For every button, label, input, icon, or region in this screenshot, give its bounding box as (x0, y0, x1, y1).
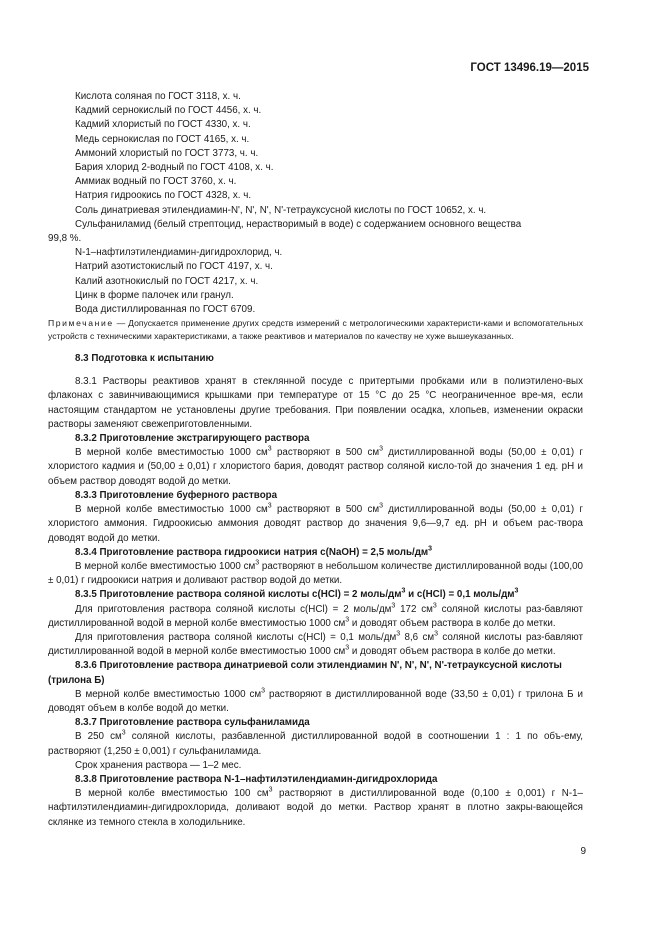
note-label: Примечание (48, 318, 114, 329)
subheading-8-3-8: 8.3.8 Приготовление раствора N-1–нафтилэтилендиамин-дигидрохлорида (75, 773, 438, 785)
paragraph-8-3-3: В мерной колбе вместимостью 1000 $см^3$ растворяют в 500 $см^3$ дистиллированной воды (50,00 ± 0,01) г хлористого аммония. Гидроокисью аммония доводят раствор до значения 9,6—9,7 ед. рН и объем рас-твора доводят водой до метки. (48, 502, 583, 544)
reagent-list (48, 90, 583, 317)
reagent-item: Натрий азотистокислый по ГОСТ 4197, х. ч. (75, 261, 273, 273)
paragraph-8-3-7: В 250 $см^3$ соляной кислоты, разбавленной дистиллированной водой в соотношении 1 : 1 по объ-ему, растворяют (1,250 ± 0,001) г сульфаниламида. (48, 730, 583, 757)
reagent-item: Вода дистиллированная по ГОСТ 6709. (75, 304, 256, 316)
reagent-item: Кислота соляная по ГОСТ 3118, х. ч. (75, 91, 241, 102)
reagent-item: Натрия гидроокись по ГОСТ 4328, х. ч. (75, 190, 252, 202)
reagent-item: Кадмий сернокислый по ГОСТ 4456, х. ч. (75, 105, 262, 117)
subheading-8-3-5: 8.3.5 Приготовление раствора соляной кислоты c(HCl) = 2 моль/$дм^3$ и c(HCl) = 0,1 моль/$дм^3$ (75, 588, 519, 601)
paragraph-8-3-1: 8.3.1 Растворы реактивов хранят в стеклянной посуде с притертыми пробками или в полиэтилено-вых флаконах с завинчивающимися крышками при температуре от 15 °С до 25 °С неограниченное вре-мя, если настоящим стандартом не установлены другие требования. При появлении осадка, хлопьев, изменении окраски растворы заменяют свежеприготовленными. (48, 376, 583, 430)
subheading-8-3-7: 8.3.7 Приготовление раствора сульфаниламида (75, 717, 310, 729)
paragraph-8-3-7-storage: Срок хранения раствора — 1–2 мес. (75, 759, 242, 771)
paragraph-8-3-5-a: Для приготовления раствора соляной кислоты c(HCl) = 2 моль/$дм^3$ 172 $см^3$ соляной кислоты раз-бавляют дистиллированной водой в мерной колбе вместимостью 1000 $см^3$ и доводят объем раствора в колбе до метки. (48, 602, 583, 629)
paragraph-8-3-2: В мерной колбе вместимостью 1000 $см^3$ растворяют в 500 $см^3$ дистиллированной воды (50,00 ± 0,01) г хлористого кадмия и (50,00 ± 0,01) г хлористого бария, доводят раствор соляной кисло-той до значения 1 ед. рН и объем раствор доводят водой до метки. (48, 446, 583, 487)
note-paragraph (48, 317, 583, 342)
reagent-item-continuation: 99,8 %. (48, 233, 82, 245)
paragraph-8-3-5-b: Для приготовления раствора соляной кислоты c(HCl) = 0,1 моль/$дм^3$ 8,6 $см^3$ соляной кислоты раз-бавляют дистиллированной водой в мерной колбе вместимостью 1000 $см^3$ и доводят объем раствора в колбе до метки. (48, 630, 583, 658)
reagent-item: Соль динатриевая этилендиамин-N', N', N', N'-тетрауксусной кислоты по ГОСТ 10652, х. ч. (75, 204, 487, 216)
reagent-item: Медь сернокислая по ГОСТ 4165, х. ч. (75, 133, 250, 145)
subheading-8-3-3: 8.3.3 Приготовление буферного раствора (75, 489, 278, 501)
subheading-8-3-4: 8.3.4 Приготовление раствора гидроокиси натрия c(NaOH) = 2,5 моль/$дм^3$ (75, 545, 433, 558)
section-heading: 8.3 Подготовка к испытанию (75, 353, 214, 365)
page-number: 9 (580, 846, 586, 857)
paragraph-8-3-8: В мерной колбе вместимостью 100 $см^3$ растворяют в дистиллированной воде (0,100 ± 0,001) г N-1–нафтилэтилендиамин-дигидрохлорида, доливают водой до метки. Раствор хранят в плотно закры-вающейся склянке из темного стекла в холодильнике. (48, 786, 583, 828)
reagent-item: Цинк в форме палочек или гранул. (75, 289, 234, 301)
reagent-item: Аммиак водный по ГОСТ 3760, х. ч. (75, 176, 237, 188)
reagent-item: N-1–нафтилэтилендиамин-дигидрохлорид, ч. (75, 247, 283, 259)
page-content (48, 90, 583, 830)
subheading-8-3-2: 8.3.2 Приготовление экстрагирующего раствора (75, 433, 310, 445)
reagent-item: Калий азотнокислый по ГОСТ 4217, х. ч. (75, 275, 259, 287)
reagent-item: Сульфаниламид (белый стрептоцид, нерастворимый в воде) с содержанием основного вещества (75, 218, 522, 230)
standard-code-header: ГОСТ 13496.19—2015 (470, 62, 589, 74)
paragraph-8-3-6: В мерной колбе вместимостью 1000 $см^3$ растворяют в дистиллированной воде (33,50 ± 0,01) г трилона Б и доводят объем в колбе водой до метки. (48, 687, 583, 714)
reagent-item: Аммоний хлористый по ГОСТ 3773, ч. ч. (75, 147, 259, 159)
note-text: — Допускается применение других средств измерений с метрологическими характеристи-ками и вспомогательных устройств с техническими характеристиками, а также реактивов и материалов по качеству не хуже вышеуказанных. (48, 318, 583, 341)
reagent-item: Кадмий хлористый по ГОСТ 4330, х. ч. (75, 119, 251, 131)
paragraph-8-3-4: В мерной колбе вместимостью 1000 $см^3$ растворяют в небольшом количестве дистиллированной воды (100,00 ± 0,01) г гидроокиси натрия и доливают раствор водой до метки. (48, 559, 583, 587)
reagent-item: Бария хлорид 2-водный по ГОСТ 4108, х. ч. (75, 162, 274, 174)
subheading-8-3-6: 8.3.6 Приготовление раствора динатриевой соли этилендиамин N', N', N', N'-тетрауксусной кислоты (трилона Б) (48, 660, 562, 686)
